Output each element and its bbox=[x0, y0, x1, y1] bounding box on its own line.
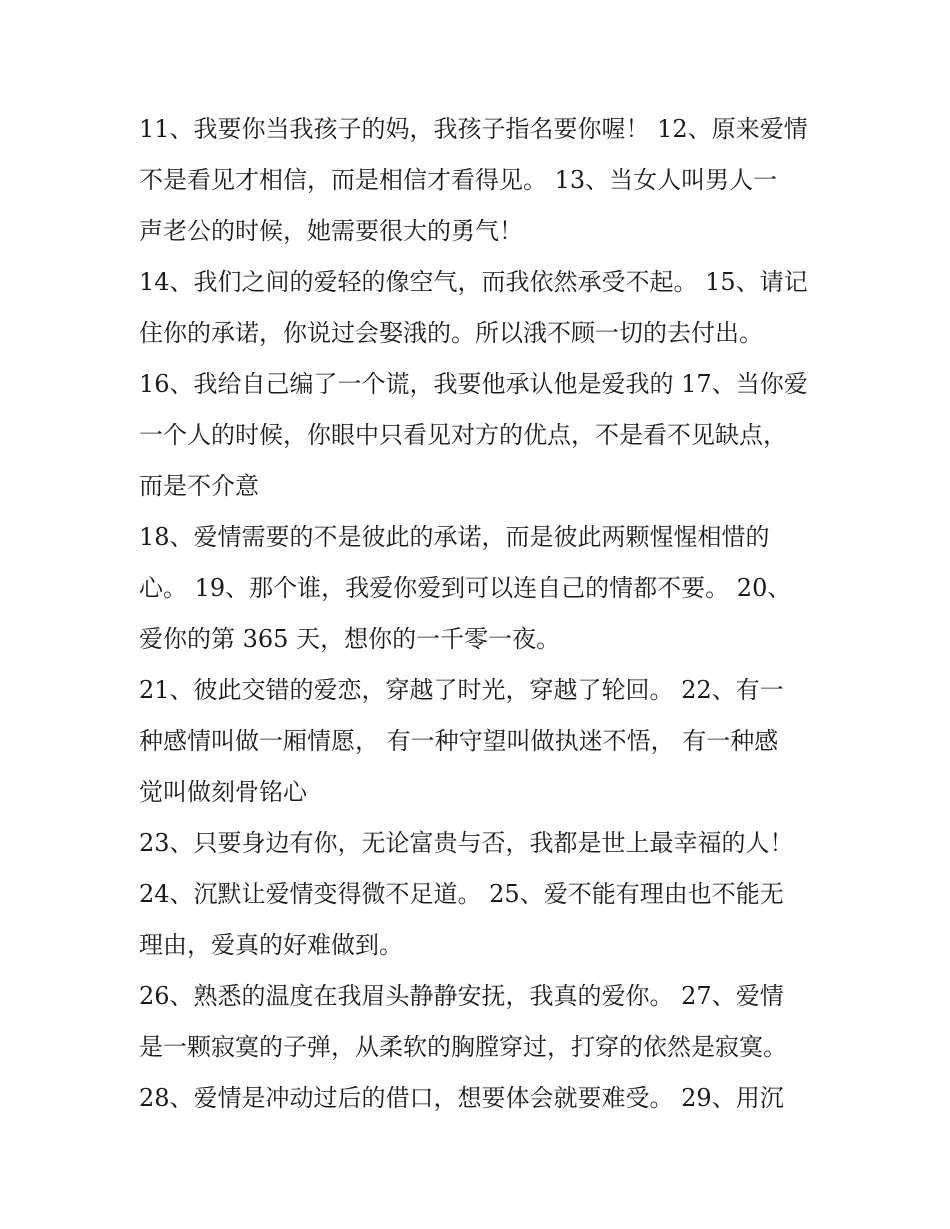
text-line: 声老公的时候，她需要很大的勇气！ bbox=[139, 217, 523, 245]
text-line: 不是看见才相信，而是相信才看得见。 13、当女人叫男人一 bbox=[139, 166, 778, 194]
text-line: 爱你的第 365 天，想你的一千零一夜。 bbox=[139, 625, 561, 653]
text-line: 18、爱情需要的不是彼此的承诺，而是彼此两颗惺惺相惜的 bbox=[139, 523, 770, 551]
text-line: 23、只要身边有你，无论富贵与否，我都是世上最幸福的人！ bbox=[139, 829, 794, 857]
text-line: 觉叫做刻骨铭心 bbox=[139, 778, 307, 806]
text-line: 26、熟悉的温度在我眉头静静安抚，我真的爱你。 27、爱情 bbox=[139, 982, 784, 1010]
text-line: 11、我要你当我孩子的妈，我孩子指名要你喔！ 12、原来爱情 bbox=[139, 115, 808, 143]
body-text bbox=[139, 104, 819, 1124]
text-line: 24、沉默让爱情变得微不足道。 25、爱不能有理由也不能无 bbox=[139, 880, 784, 908]
text-line: 28、爱情是冲动过后的借口，想要体会就要难受。 29、用沉 bbox=[139, 1084, 784, 1112]
text-line: 种感情叫做一厢情愿， 有一种守望叫做执迷不悟， 有一种感 bbox=[139, 727, 779, 755]
text-line: 而是不介意 bbox=[139, 472, 259, 500]
text-line: 14、我们之间的爱轻的像空气，而我依然承受不起。 15、请记 bbox=[139, 268, 808, 296]
text-line: 一个人的时候，你眼中只看见对方的优点，不是看不见缺点， bbox=[139, 421, 787, 449]
text-line: 16、我给自己编了一个谎，我要他承认他是爱我的 17、当你爱 bbox=[139, 370, 808, 398]
text-line: 理由，爱真的好难做到。 bbox=[139, 931, 403, 959]
text-line: 住你的承诺，你说过会娶涐的。所以涐不顾一切的去付出。 bbox=[139, 319, 763, 347]
text-line: 心。 19、那个谁，我爱你爱到可以连自己的情都不要。 20、 bbox=[139, 574, 792, 602]
text-line: 21、彼此交错的爱恋，穿越了时光，穿越了轮回。 22、有一 bbox=[139, 676, 784, 704]
text-line: 是一颗寂寞的子弹，从柔软的胸膛穿过，打穿的依然是寂寞。 bbox=[139, 1033, 787, 1061]
